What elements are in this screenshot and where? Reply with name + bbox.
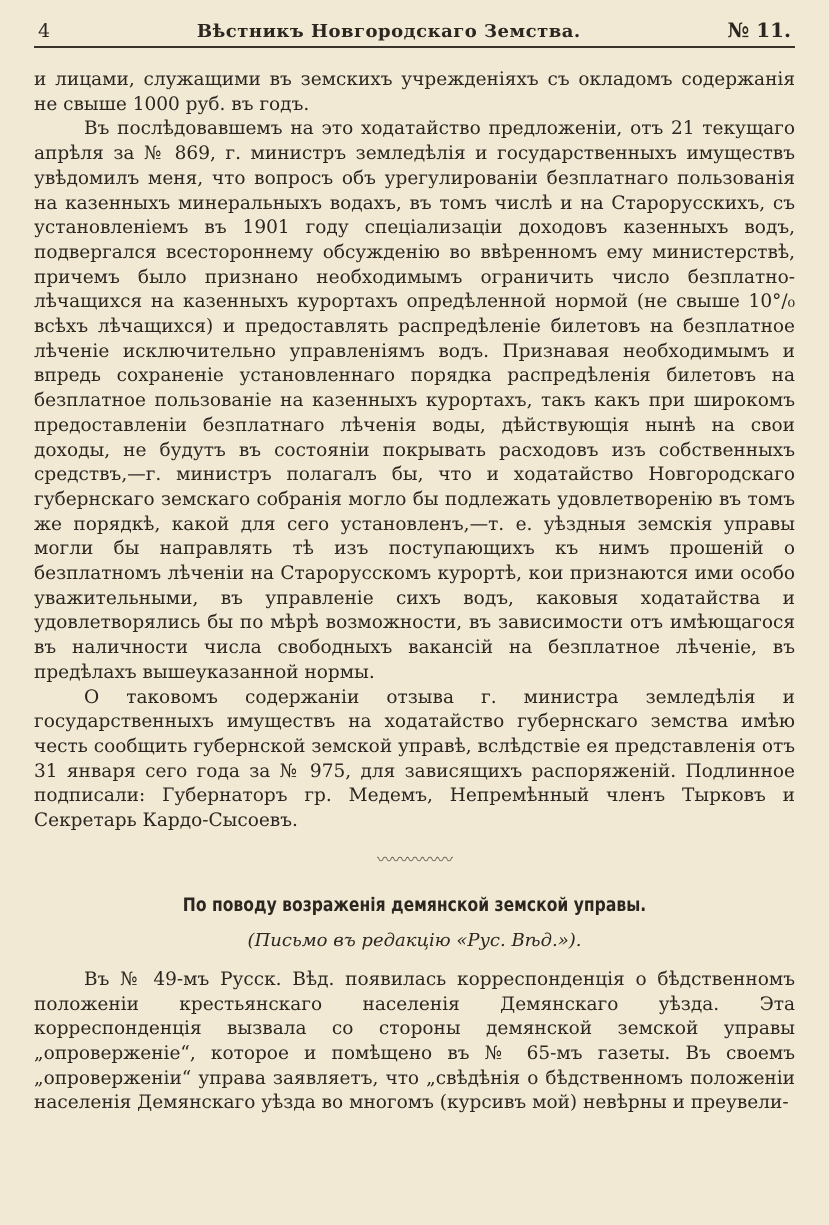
paragraph-conclusion: О таковомъ содержаніи отзыва г. министра земледѣлія и государственныхъ имуществъ на ходатайство губернскаго земства имѣю честь сообщить губернской земской управѣ, вслѣдствіе ея представленія отъ 31 января сего года за № 975, для зависящихъ распоряженій. Подлинное подписали: Губернаторъ гр. Медемъ, Непремѣнный членъ Тырковъ и Секретарь Кардо-Сысоевъ.	[34, 686, 795, 832]
paragraph-continued: и лицами, служащими въ земскихъ учрежденіяхъ съ окладомъ содержанія не свыше 1000 руб. въ годъ.	[34, 69, 795, 115]
journal-title: Вѣстникъ Новгородскаго Земства.	[196, 21, 581, 42]
section-title: По поводу возраженія демянской земской управы.	[182, 893, 647, 916]
section-paragraph: Въ № 49-мъ Русск. Вѣд. появилась корреспонденція о бѣдственномъ положеніи крестьянскаго населенія Демянскаго уѣзда. Эта корреспонденція вызвала со стороны демянской земской управы „опроверженіе“, которое и помѣщено въ № 65-мъ газеты. Въ своемъ „опроверженіи“ управа заявляетъ, что „свѣдѣнія о бѣдственномъ положеніи населенія Демянскаго уѣзда во многомъ (курсивъ мой) невѣрны и преувели-	[34, 968, 795, 1114]
paragraph-ministry-reply: Въ послѣдовавшемъ на это ходатайство предложеніи, отъ 21 текущаго апрѣля за № 869, г. министръ земледѣлія и государственныхъ имуществъ увѣдомилъ меня, что вопросъ объ урегулированіи безплатнаго пользованія на казенныхъ минеральныхъ водахъ, въ томъ числѣ и на Старорусскихъ, съ установленіемъ въ 1901 году спеціализаціи доходовъ казенныхъ водъ, подвергался всестороннему обсужденію во ввѣренномъ ему министерствѣ, причемъ было признано необходимымъ ограничить число безплатно-лѣчащихся на казенныхъ курортахъ опредѣленной нормой (не свыше 10°/₀ всѣхъ лѣчащихся) и предоставлять распредѣленіе билетовъ на безплатное лѣченіе исключительно управленіямъ водъ. Признавая необходимымъ и впредь сохраненіе установленнаго порядка распредѣленія билетовъ на безплатное пользованіе на казенныхъ курортахъ, такъ какъ при широкомъ предоставленіи безплатнаго лѣченія воды, дѣйствующія нынѣ на свои доходы, не будутъ въ состояніи покрывать расходовъ изъ собственныхъ средствъ,—г. министръ полагалъ бы, что и ходатайство Новгородскаго губернскаго земскаго собранія могло бы подлежать удовлетворенію въ томъ же порядкѣ, какой для сего установленъ,—т. е. уѣздныя земскія управы могли бы направлять тѣ изъ поступающихъ къ нимъ прошеній о безплатномъ лѣченіи на Старорусскомъ курортѣ, кои признаются ими особо уважительными, въ управленіе сихъ водъ, каковыя ходатайства и удовлетворялись бы по мѣрѣ возможности, въ зависимости отъ имѣющагося въ наличности числа свободныхъ вакансій на безплатное лѣченіе, въ предѣлахъ вышеуказанной нормы.	[34, 118, 795, 683]
issue-number: № 11.	[727, 18, 791, 42]
article-body	[34, 68, 795, 1116]
section-divider-ornament: 〰〰〰〰〰	[376, 849, 452, 869]
running-header	[34, 18, 795, 48]
page-number: 4	[38, 20, 51, 42]
section-subtitle: (Письмо въ редакцію «Рус. Вѣд.»).	[247, 930, 582, 952]
